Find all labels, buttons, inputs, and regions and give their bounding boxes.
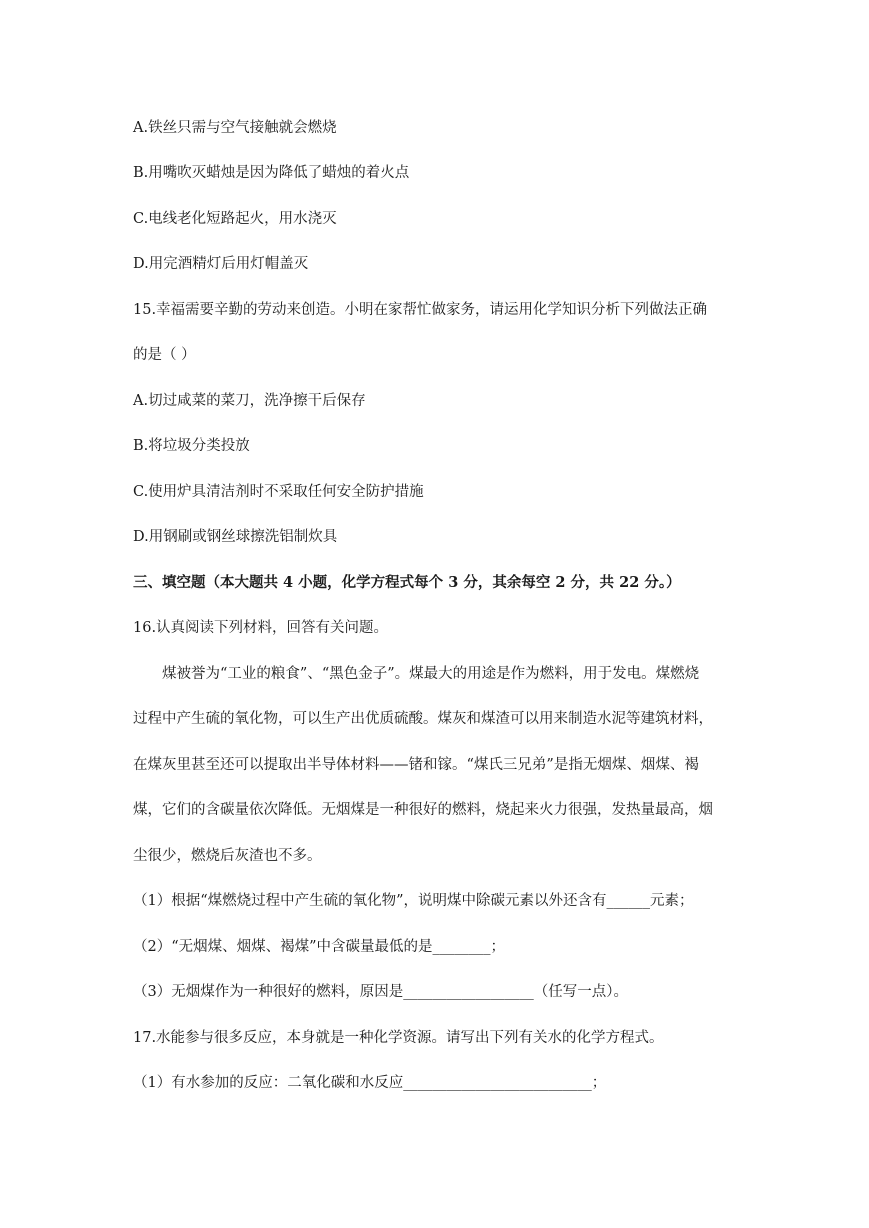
q16-passage-line2: 过程中产生硫的氧化物，可以生产出优质硫酸。煤灰和煤渣可以用来制造水泥等建筑材料， bbox=[133, 711, 713, 727]
q16-sub2: （2）“无烟煤、烟煤、褐煤”中含碳量最低的是________； bbox=[133, 939, 506, 955]
q16-passage-line5: 尘很少，燃烧后灰渣也不多。 bbox=[133, 848, 322, 864]
q16-stem: 16.认真阅读下列材料，回答有关问题。 bbox=[133, 620, 389, 636]
q16-passage-line3: 在煤灰里甚至还可以提取出半导体材料——锗和镓。“煤氏三兄弟”是指无烟煤、烟煤、褐 bbox=[133, 757, 699, 773]
q16-sub3: （3）无烟煤作为一种很好的燃料，原因是__________________（任写一点）。 bbox=[133, 984, 628, 1000]
q14-option-b: B.用嘴吹灭蜡烛是因为降低了蜡烛的着火点 bbox=[133, 165, 410, 181]
q14-option-d: D.用完酒精灯后用灯帽盖灭 bbox=[133, 256, 309, 272]
q15-option-c: C.使用炉具清洁剂时不采取任何安全防护措施 bbox=[133, 484, 424, 500]
q15-option-a: A.切过咸菜的菜刀，洗净擦干后保存 bbox=[133, 393, 366, 409]
q15-stem-line2: 的是（ ） bbox=[133, 347, 196, 363]
q14-option-c: C.电线老化短路起火，用水浇灭 bbox=[133, 211, 337, 227]
q15-option-b: B.将垃圾分类投放 bbox=[133, 438, 250, 454]
q16-passage-line1: 煤被誉为“工业的粮食”、“黑色金子”。煤最大的用途是作为燃料，用于发电。煤燃烧 bbox=[162, 666, 700, 682]
q17-sub1: （1）有水参加的反应：二氧化碳和水反应__________________________； bbox=[133, 1075, 607, 1091]
q17-stem: 17.水能参与很多反应，本身就是一种化学资源。请写出下列有关水的化学方程式。 bbox=[133, 1030, 664, 1046]
section3-heading: 三、填空题（本大题共 4 小题，化学方程式每个 3 分，其余每空 2 分，共 22 分。） bbox=[133, 574, 681, 591]
q15-option-d: D.用钢刷或钢丝球擦洗铝制炊具 bbox=[133, 529, 338, 545]
q15-stem-line1: 15.幸福需要辛勤的劳动来创造。小明在家帮忙做家务，请运用化学知识分析下列做法正确 bbox=[133, 302, 708, 318]
q16-passage-line4: 煤，它们的含碳量依次降低。无烟煤是一种很好的燃料，烧起来火力很强，发热量最高，烟 bbox=[133, 802, 713, 818]
q14-option-a: A.铁丝只需与空气接触就会燃烧 bbox=[133, 120, 337, 136]
q16-sub1: （1）根据“煤燃烧过程中产生硫的氧化物”，说明煤中除碳元素以外还含有______元素； bbox=[133, 893, 694, 909]
